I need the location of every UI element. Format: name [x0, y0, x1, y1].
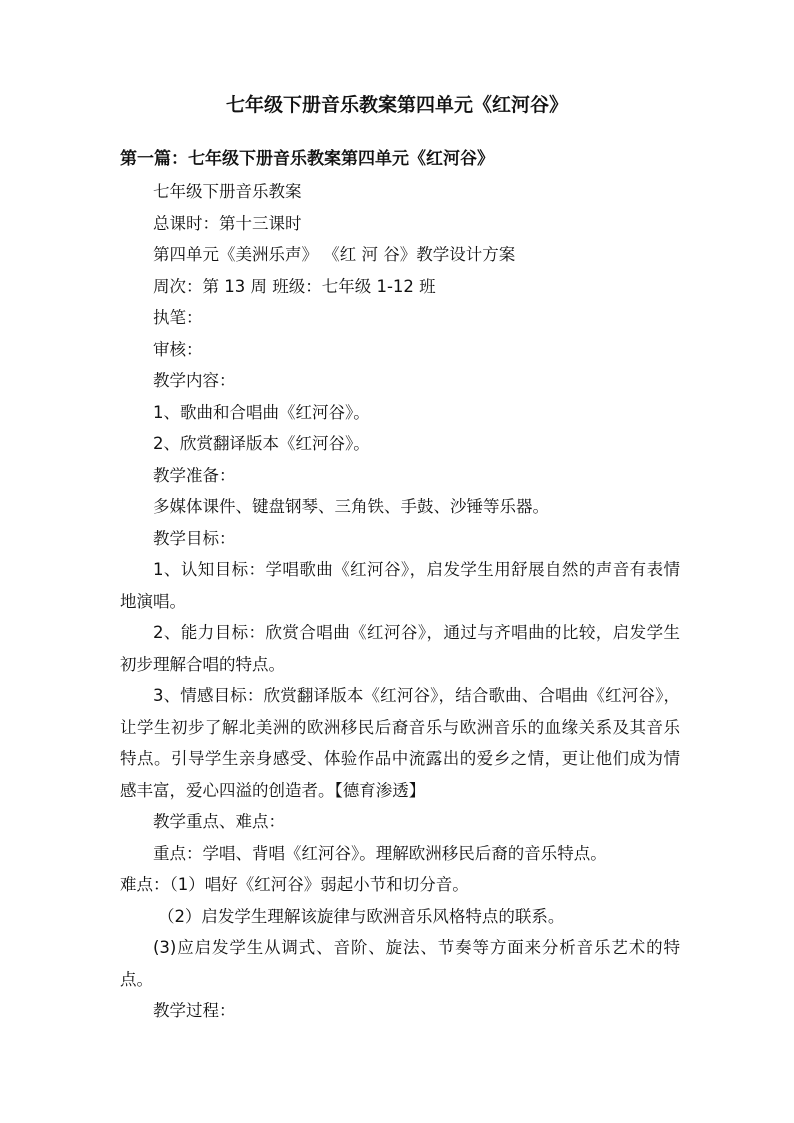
unit-line: 第四单元《美洲乐声》 《红 河 谷》教学设计方案	[153, 245, 516, 264]
document-body	[120, 176, 680, 1027]
document-title: 七年级下册音乐教案第四单元《红河谷》	[225, 94, 568, 116]
process-label: 教学过程：	[153, 1001, 236, 1020]
preparation-label: 教学准备：	[153, 465, 236, 485]
objective-cognitive: 1、认知目标：学唱歌曲《红河谷》，启发学生用舒展自然的声音有表情地演唱。	[120, 560, 680, 611]
preparation-text: 多媒体课件、键盘钢琴、三角铁、手鼓、沙锤等乐器。	[153, 497, 549, 516]
content-label: 教学内容：	[153, 371, 236, 390]
key-points-label: 教学重点、难点：	[153, 812, 285, 831]
difficulty-1: 难点：（1）唱好《红河谷》弱起小节和切分音。	[120, 875, 469, 894]
difficulty-3: (3)应启发学生从调式、音阶、旋法、节奏等方面来分析音乐艺术的特点。	[120, 938, 680, 989]
objectives-label: 教学目标：	[153, 528, 236, 548]
objective-ability: 2、能力目标：欣赏合唱曲《红河谷》，通过与齐唱曲的比较，启发学生初步理解合唱的特点。	[120, 623, 680, 674]
key-point-text: 重点：学唱、背唱《红河谷》。理解欧洲移民后裔的音乐特点。	[153, 843, 607, 863]
difficulty-2: （2）启发学生理解该旋律与欧洲音乐风格特点的联系。	[157, 906, 565, 926]
total-hours-line: 总课时：第十三课时	[153, 213, 302, 233]
content-item-2: 2、欣赏翻译版本《红河谷》。	[153, 434, 370, 453]
objective-emotion: 3、情感目标：欣赏翻译版本《红河谷》，结合歌曲、合唱曲《红河谷》，让学生初步了解北美洲的欧洲移民后裔音乐与欧洲音乐的血缘关系及其音乐特点。引导学生亲身感受、体验作品中流露出的爱乡之情，更让他们成为情感丰富，爱心四溢的创造者。【德育渗透】	[120, 686, 680, 800]
section-heading: 第一篇：七年级下册音乐教案第四单元《红河谷》	[120, 149, 494, 169]
reviewer-line: 审核：	[153, 339, 203, 359]
course-name-line: 七年级下册音乐教案	[153, 182, 302, 201]
author-line: 执笔：	[153, 308, 203, 327]
week-class-line: 周次：第 13 周 班级：七年级 1-12 班	[153, 276, 436, 296]
content-item-1: 1、歌曲和合唱曲《红河谷》。	[153, 402, 370, 422]
